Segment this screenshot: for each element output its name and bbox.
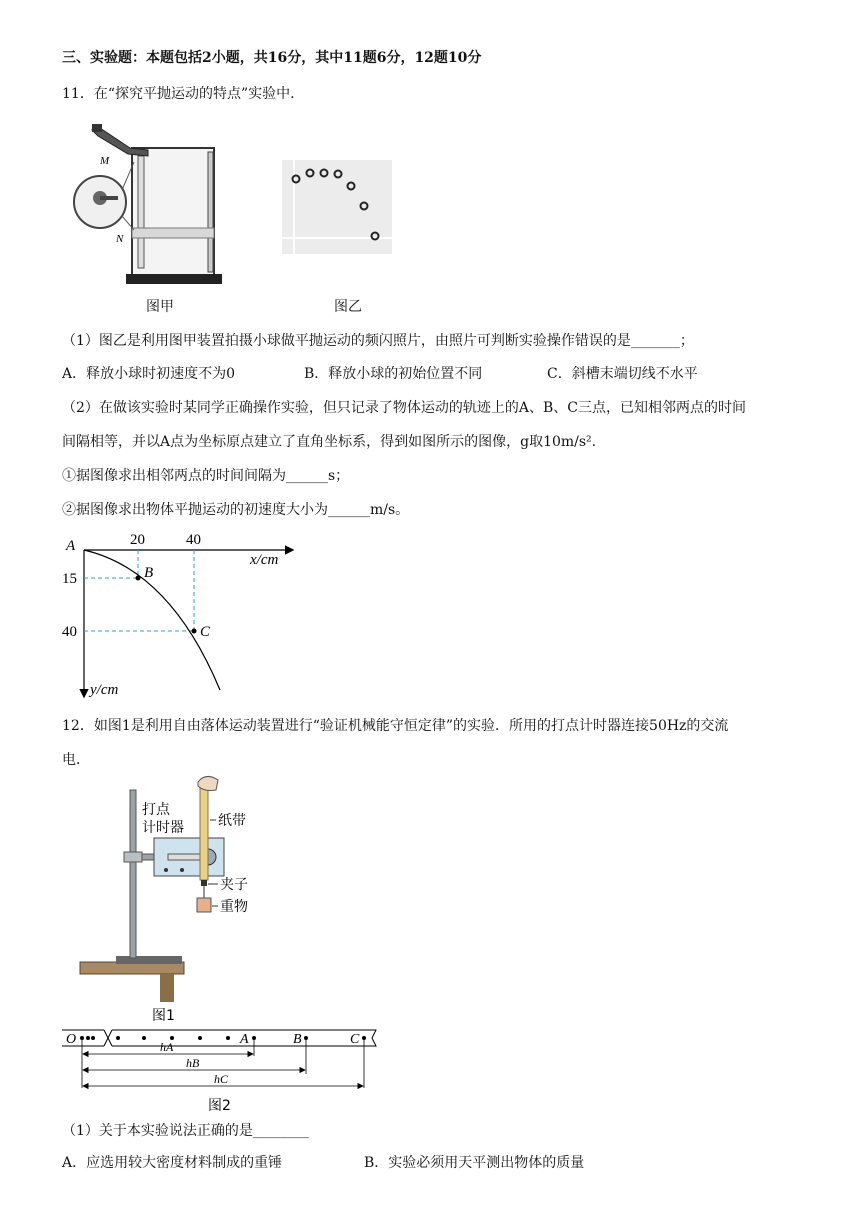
figure-2-tape (60, 1026, 384, 1120)
q12-line1: 12．如图1是利用自由落体运动装置进行“验证机械能守恒定律”的实验．所用的打点计时器连接50Hz的交流 (62, 718, 729, 734)
graph-xtick-20: 20 (130, 532, 145, 548)
label-N: N (116, 233, 124, 245)
fig1-label-clip: 夹子 (220, 877, 248, 893)
fig2-label-b: B (293, 1032, 302, 1047)
section-header: 三、实验题：本题包括2小题，共16分，其中11题6分，12题10分 (62, 50, 482, 66)
fig1-label-timer-1: 打点 (142, 802, 170, 818)
q12-part1: （1）关于本实验说法正确的是________ (62, 1123, 309, 1139)
q11-part2-line1: （2）在做该实验时某同学正确操作实验，但只记录了物体运动的轨迹上的A、B、C三点，已知相邻两点的时间 (62, 400, 747, 416)
q11-part1: （1）图乙是利用图甲装置拍摄小球做平抛运动的频闪照片，由照片可判断实验操作错误的是_______； (62, 333, 694, 349)
q11-option-a: A．释放小球时初速度不为0 (62, 366, 236, 382)
graph-point-c-label: C (200, 624, 211, 640)
figure-yi-photo (282, 160, 392, 254)
fig2-label-o: O (66, 1032, 77, 1047)
fig1-caption: 图1 (152, 1008, 175, 1024)
graph-ytick-15: 15 (62, 571, 77, 587)
q11-option-c: C．斜槽末端切线不水平 (547, 366, 698, 382)
q11-title: 11．在“探究平抛运动的特点”实验中. (62, 86, 295, 102)
fig2-caption: 图2 (208, 1098, 231, 1114)
figure-1-apparatus (70, 770, 310, 1026)
fig2-label-hc: hC (214, 1072, 229, 1086)
fig1-label-timer-2: 计时器 (142, 820, 184, 836)
q12-line2: 电． (62, 752, 90, 768)
graph-y-label: y/cm (90, 682, 119, 698)
fig2-label-hb: hB (186, 1056, 200, 1070)
trajectory-graph (60, 530, 300, 700)
figure-jia-apparatus (70, 120, 230, 290)
q11-option-b: B．释放小球的初始位置不同 (304, 366, 483, 382)
graph-ytick-40: 40 (62, 624, 77, 640)
graph-point-b-label: B (144, 565, 154, 581)
fig2-label-a: A (240, 1032, 249, 1047)
q12-option-a: A．应选用较大密度材料制成的重锤 (62, 1155, 283, 1171)
fig2-label-c: C (350, 1032, 360, 1047)
graph-xtick-40: 40 (186, 532, 201, 548)
q12-option-b: B．实验必须用天平测出物体的质量 (364, 1155, 585, 1171)
graph-origin-a: A (66, 538, 76, 554)
caption-jia: 图甲 (146, 299, 174, 315)
q11-sub2: ②据图像求出物体平抛运动的初速度大小为______m/s。 (62, 502, 410, 518)
caption-yi: 图乙 (334, 299, 362, 315)
label-M: M (100, 155, 110, 167)
q11-part2-line2: 间隔相等，并以A点为坐标原点建立了直角坐标系，得到如图所示的图像，g取10m/s². (62, 434, 597, 450)
fig1-label-tape: 纸带 (218, 813, 246, 829)
fig2-label-ha: hA (160, 1040, 174, 1054)
graph-x-label: x/cm (250, 552, 279, 568)
q11-sub1: ①据图像求出相邻两点的时间间隔为______s； (62, 468, 350, 484)
fig1-label-weight: 重物 (220, 899, 248, 915)
